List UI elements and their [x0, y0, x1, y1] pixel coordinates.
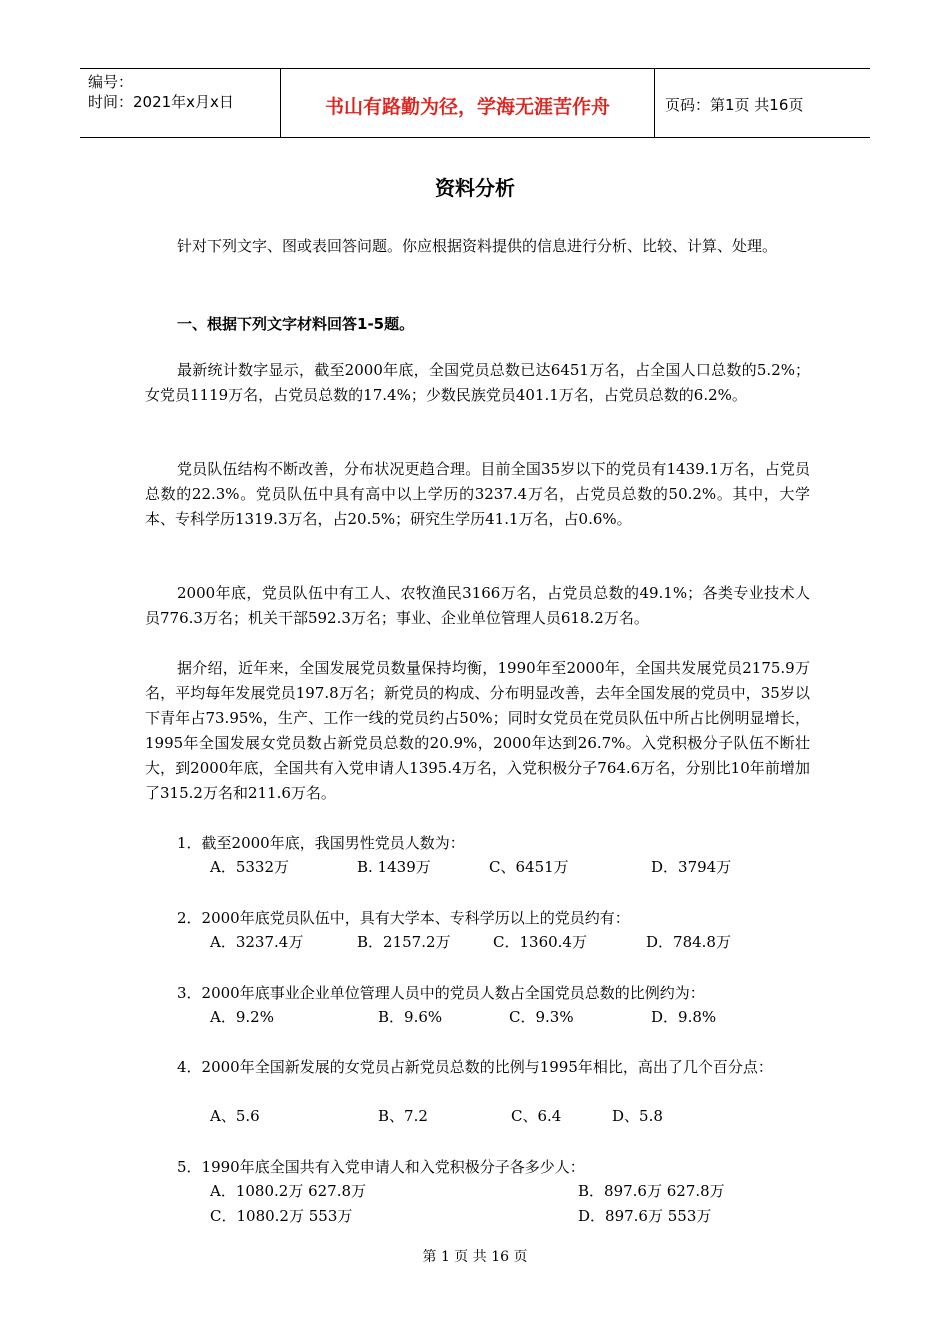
doc-number-label: 编号： — [88, 73, 134, 91]
q4-option-b: B、7.2 — [378, 1107, 428, 1125]
q2-option-a: A．3237.4万 — [210, 933, 304, 951]
material-paragraph-4: 据介绍，近年来，全国发展党员数量保持均衡，1990年至2000年，全国共发展党员2175.9万名，平均每年发展党员197.8万名；新党员的构成、分布明显改善，去年全国发展的党员中，35岁以下青年占73.95%，生产、工作一线的党员约占50%；同时女党员在党员队伍中所占比例明显增长，1995年全国发展女党员数占新党员总数的20.9%，2000年达到26.7%。入党积极分子队伍不断壮大，到2000年底，全国共有入党申请人1395.4万名，入党积极分子764.6万名，分别比10年前增加了315.2万名和211.6万名。 — [145, 659, 810, 802]
question-4-options — [210, 1105, 810, 1130]
header-meta-cell — [80, 69, 281, 137]
intro-paragraph: 针对下列文字、图或表回答问题。你应根据资料提供的信息进行分析、比较、计算、处理。 — [177, 237, 778, 255]
question-5-options-row1 — [210, 1180, 810, 1205]
material-paragraph-2: 党员队伍结构不断改善，分布状况更趋合理。目前全国35岁以下的党员有1439.1万名，占党员总数的22.3%。党员队伍中具有高中以上学历的3237.4万名，占党员总数的50.2%。其中，大学本、专科学历1319.3万名，占20.5%；研究生学历41.1万名，占0.6%。 — [145, 460, 810, 528]
page-footer: 第 1 页 共 16 页 — [422, 1249, 528, 1265]
header-page-cell — [655, 69, 870, 137]
header-motto-cell — [281, 69, 655, 137]
q3-option-c: C．9.3% — [509, 1008, 574, 1026]
q5-option-c: C．1080.2万 553万 — [210, 1207, 353, 1225]
material-paragraph-3: 2000年底，党员队伍中有工人、农牧渔民3166万名，占党员总数的49.1%；各类专业技术人员776.3万名；机关干部592.3万名；事业、企业单位管理人员618.2万名。 — [145, 584, 810, 627]
q4-option-d: D、5.8 — [612, 1107, 663, 1125]
q5-option-d: D．897.6万 553万 — [578, 1207, 712, 1225]
q1-option-a: A．5332万 — [210, 858, 290, 876]
q4-option-c: C、6.4 — [511, 1107, 562, 1125]
q3-option-d: D．9.8% — [651, 1008, 717, 1026]
q2-option-c: C．1360.4万 — [493, 933, 587, 951]
section-heading: 一、根据下列文字材料回答1-5题。 — [177, 315, 415, 333]
q2-option-d: D．784.8万 — [646, 933, 731, 951]
question-3-options — [210, 1006, 810, 1031]
q3-option-b: B．9.6% — [378, 1008, 443, 1026]
doc-time-label: 时间：2021年x月x日 — [88, 93, 234, 111]
question-3: 3．2000年底事业企业单位管理人员中的党员人数占全国党员总数的比例约为： — [177, 984, 705, 1002]
page-info: 页码：第1页 共16页 — [665, 96, 804, 114]
question-2-options — [210, 931, 810, 956]
material-paragraph-1: 最新统计数字显示，截至2000年底，全国党员总数已达6451万名，占全国人口总数的5.2%；女党员1119万名，占党员总数的17.4%；少数民族党员401.1万名，占党员总数的6.2%。 — [145, 361, 810, 404]
question-5-options-row2 — [210, 1205, 810, 1230]
motto-text: 书山有路勤为径，学海无涯苦作舟 — [324, 96, 610, 118]
q1-option-d: D．3794万 — [651, 858, 732, 876]
q5-option-b: B．897.6万 627.8万 — [578, 1182, 725, 1200]
question-2: 2．2000年底党员队伍中，具有大学本、专科学历以上的党员约有： — [177, 909, 630, 927]
q1-option-b: B. 1439万 — [357, 858, 431, 876]
question-1: 1．截至2000年底，我国男性党员人数为： — [177, 834, 465, 852]
question-1-options — [210, 856, 810, 881]
q3-option-a: A．9.2% — [210, 1008, 274, 1026]
q4-option-a: A、5.6 — [210, 1107, 260, 1125]
q1-option-c: C、6451万 — [489, 858, 569, 876]
question-5: 5．1990年底全国共有入党申请人和入党积极分子各多少人： — [177, 1158, 585, 1176]
page-header — [80, 68, 870, 138]
question-4: 4．2000年全国新发展的女党员占新党员总数的比例与1995年相比，高出了几个百分点： — [177, 1058, 773, 1076]
q5-option-a: A．1080.2万 627.8万 — [210, 1182, 367, 1200]
q2-option-b: B．2157.2万 — [357, 933, 451, 951]
page-title: 资料分析 — [435, 176, 515, 200]
